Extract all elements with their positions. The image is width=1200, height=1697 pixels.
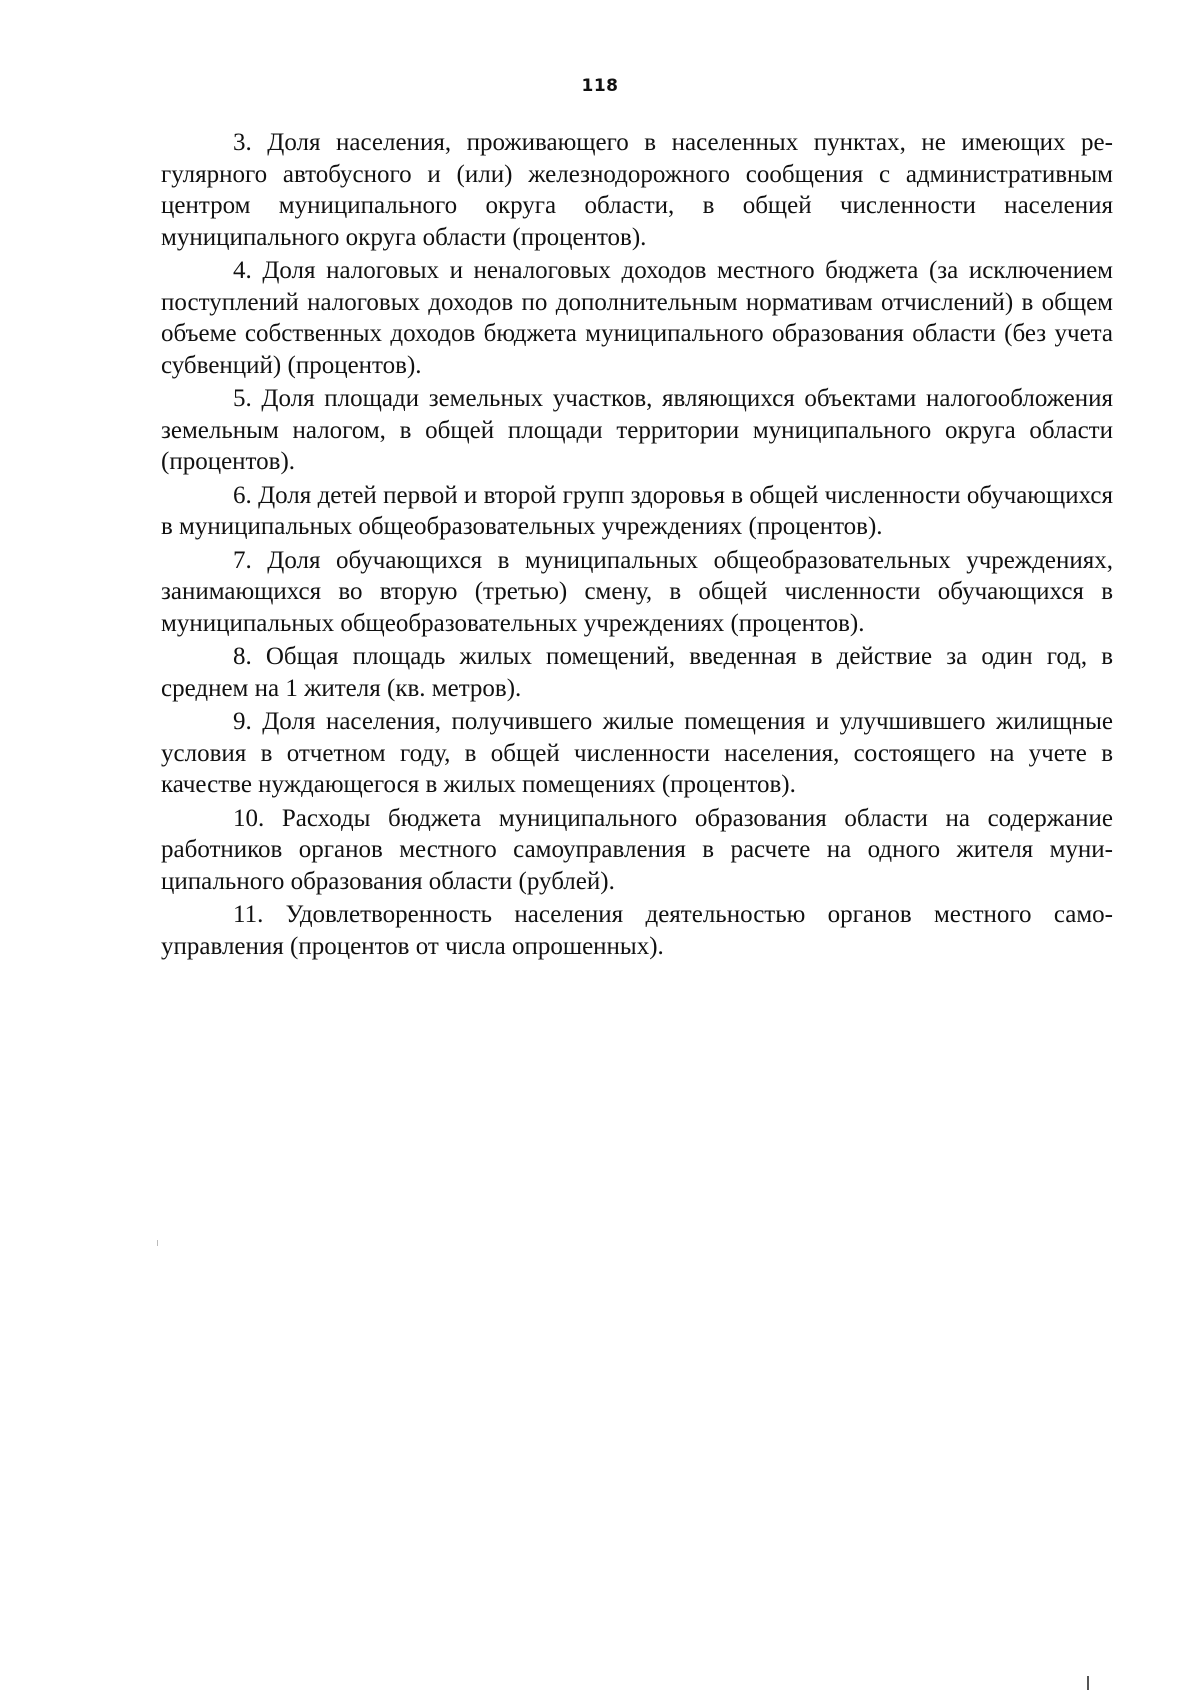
list-item: 7. Доля обучающихся в муниципальных общеобразовательных учреждениях, занимающихся во вторую (третью) смену, в общей численности обучающихся в муниципальных общеобразовательных учреждениях (процентов). bbox=[161, 546, 1113, 637]
list-item: 11. Удовлетворенность населения деятельностью органов местного самоуправления (процентов от числа опрошенных). bbox=[161, 901, 1113, 960]
page-number: 118 bbox=[581, 76, 619, 96]
list-item: 6. Доля детей первой и второй групп здоровья в общей численности обучающихся в муниципальных общеобразовательных учреждениях (процентов). bbox=[161, 481, 1113, 540]
list-item: 5. Доля площади земельных участков, являющихся объектами налогообложения земельным налогом, в общей площади территории муниципального округа области (процентов). bbox=[161, 385, 1113, 475]
list-item: 3. Доля населения, проживающего в населенных пунктах, не имеющих регулярного автобусного и (или) железнодорожного сообщения с административным центром муниципального округа области, в общей численности населения муниципального округа области (процентов). bbox=[161, 129, 1113, 251]
list-item: 8. Общая площадь жилых помещений, введенная в действие за один год, в среднем на 1 жителя (кв. метров). bbox=[161, 643, 1113, 702]
indicator-list bbox=[161, 127, 1113, 964]
scan-artifact bbox=[1087, 1676, 1089, 1690]
scan-artifact bbox=[157, 1240, 158, 1246]
list-item: 10. Расходы бюджета муниципального образования области на содержание работников органов местного самоуправления в расчете на одного жителя муниципального образования области (рублей). bbox=[161, 804, 1113, 895]
list-item: 4. Доля налоговых и неналоговых доходов местного бюджета (за исключением поступлений налоговых доходов по дополнительным нормативам отчислений) в общем объеме собственных доходов бюджета муниципального образования области (без учета субвенций) (процентов). bbox=[161, 257, 1113, 379]
list-item: 9. Доля населения, получившего жилые помещения и улучшившего жилищные условия в отчетном году, в общей численности населения, состоящего на учете в качестве нуждающегося в жилых помещениях (процентов). bbox=[161, 708, 1113, 798]
